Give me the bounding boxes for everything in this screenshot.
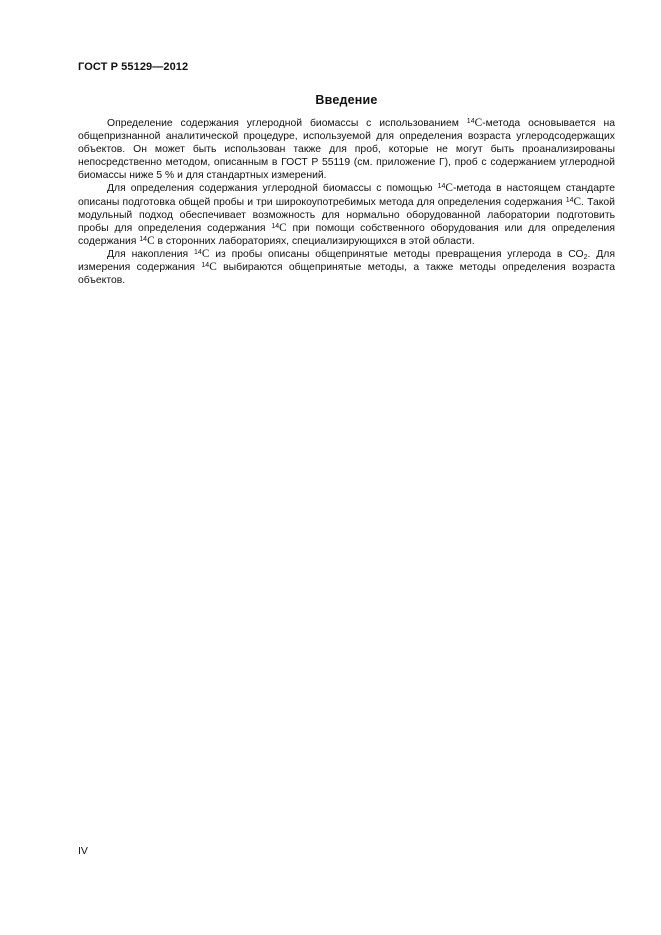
page-number: IV [78, 845, 88, 857]
paragraph-1 [78, 117, 615, 182]
element-symbol: С [474, 117, 483, 129]
text-run: -метода основывается на общепризнанной аналитической процедуре, используемой для определения возраста углеродсодержащих объектов. Он может быть использован также для проб, которые не могут быть проанализированы непосредственно методом, описанным в ГОСТ Р 55119 (см. приложение Г), проб с содержанием углеродной биомассы ниже 5 % и для стандартных измерений. [78, 118, 616, 182]
introduction-body [78, 117, 615, 287]
paragraph-2 [78, 182, 615, 247]
text-run: . Такой модульный подход обеспечивает возможность для нормально оборудованной лаборатории подготовить пробы для определения содержания [78, 196, 615, 234]
isotope-mass-number: 14 [437, 183, 446, 191]
text-run: из пробы описаны общепринятые методы превращения углерода в СО [209, 248, 584, 260]
isotope-mass-number: 14 [201, 261, 210, 269]
text-run: . Для измерения содержания [78, 248, 615, 274]
isotope-mass-number: 14 [565, 196, 574, 204]
element-symbol: С [445, 182, 453, 195]
document-standard-id: ГОСТ Р 55129—2012 [78, 61, 189, 73]
formula-subscript: 2 [583, 253, 588, 261]
element-symbol: С [279, 221, 287, 234]
isotope-mass-number: 14 [194, 248, 202, 256]
element-symbol: С [573, 195, 582, 208]
text-run: в сторонних лабораториях, специализирующихся в этой области. [154, 235, 475, 247]
text-run: Для накопления [107, 248, 195, 260]
text-run: -метода в настоящем стандарте описаны подготовка общей пробы и три широкоупотребимых метода для определения содержания [78, 183, 615, 208]
isotope-mass-number: 14 [139, 235, 148, 243]
isotope-mass-number: 14 [271, 222, 280, 230]
element-symbol: С [209, 261, 217, 274]
isotope-mass-number: 14 [466, 117, 475, 125]
text-run: при помощи собственного оборудования или для определения содержания [78, 222, 615, 247]
element-symbol: С [147, 234, 155, 247]
text-run: Для определения содержания углеродной биомассы с помощью [107, 183, 438, 195]
text-run: выбираются общепринятые методы, а также методы определения возраста объектов. [78, 262, 616, 287]
paragraph-3 [78, 248, 615, 287]
section-title: Введение [315, 93, 378, 107]
element-symbol: С [201, 247, 210, 260]
text-run: Определение содержания углеродной биомассы с использованием [107, 118, 467, 129]
